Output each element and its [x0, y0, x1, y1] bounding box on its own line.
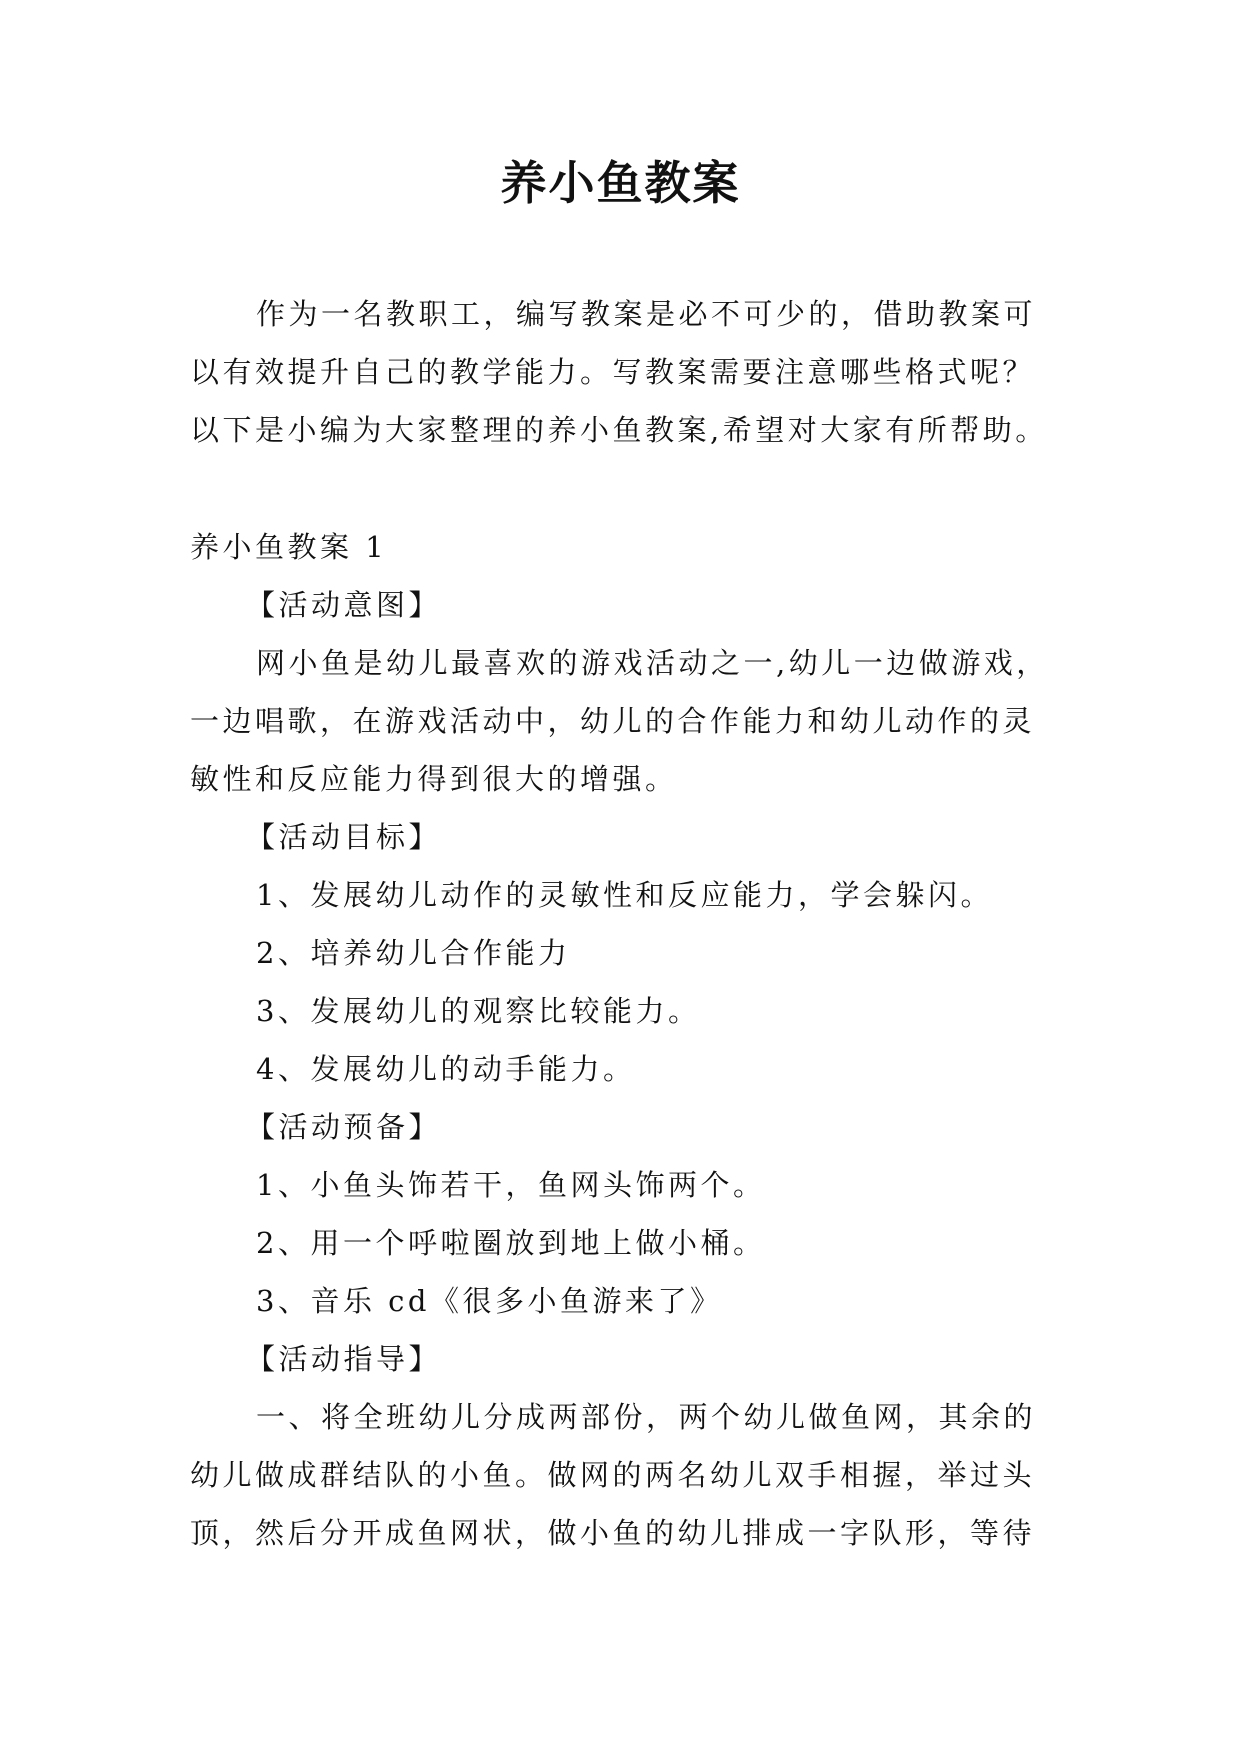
prep-label: 【活动预备】 [246, 1110, 442, 1144]
goals-label: 【活动目标】 [246, 820, 442, 854]
intent-paragraph: 网小鱼是幼儿最喜欢的游戏活动之一,幼儿一边做游戏，一边唱歌，在游戏活动中，幼儿的合作能力和幼儿动作的灵敏性和反应能力得到很大的增强。 [190, 646, 1049, 796]
goal-item: 3、发展幼儿的观察比较能力。 [256, 994, 701, 1028]
prep-item: 1、小鱼头饰若干，鱼网头饰两个。 [256, 1168, 766, 1202]
prep-item: 2、用一个呼啦圈放到地上做小桶。 [256, 1226, 766, 1260]
intro-paragraph: 作为一名教职工，编写教案是必不可少的，借助教案可以有效提升自己的教学能力。写教案需要注意哪些格式呢？以下是小编为大家整理的养小鱼教案,希望对大家有所帮助。 [190, 297, 1048, 447]
document-title: 养小鱼教案 [500, 156, 741, 210]
intent-label: 【活动意图】 [246, 588, 442, 622]
goal-item: 4、发展幼儿的动手能力。 [256, 1052, 636, 1086]
goal-item: 2、培养幼儿合作能力 [256, 936, 571, 970]
guide-paragraph: 一、将全班幼儿分成两部份，两个幼儿做鱼网，其余的幼儿做成群结队的小鱼。做网的两名幼儿双手相握，举过头顶，然后分开成鱼网状，做小鱼的幼儿排成一字队形，等待 [190, 1400, 1037, 1550]
lesson-section [190, 518, 1056, 1562]
goal-item: 1、发展幼儿动作的灵敏性和反应能力，学会躲闪。 [256, 878, 993, 912]
guide-label: 【活动指导】 [246, 1342, 442, 1376]
prep-item: 3、音乐 cd《很多小鱼游来了》 [256, 1284, 723, 1318]
section-heading: 养小鱼教案 1 [190, 530, 388, 564]
